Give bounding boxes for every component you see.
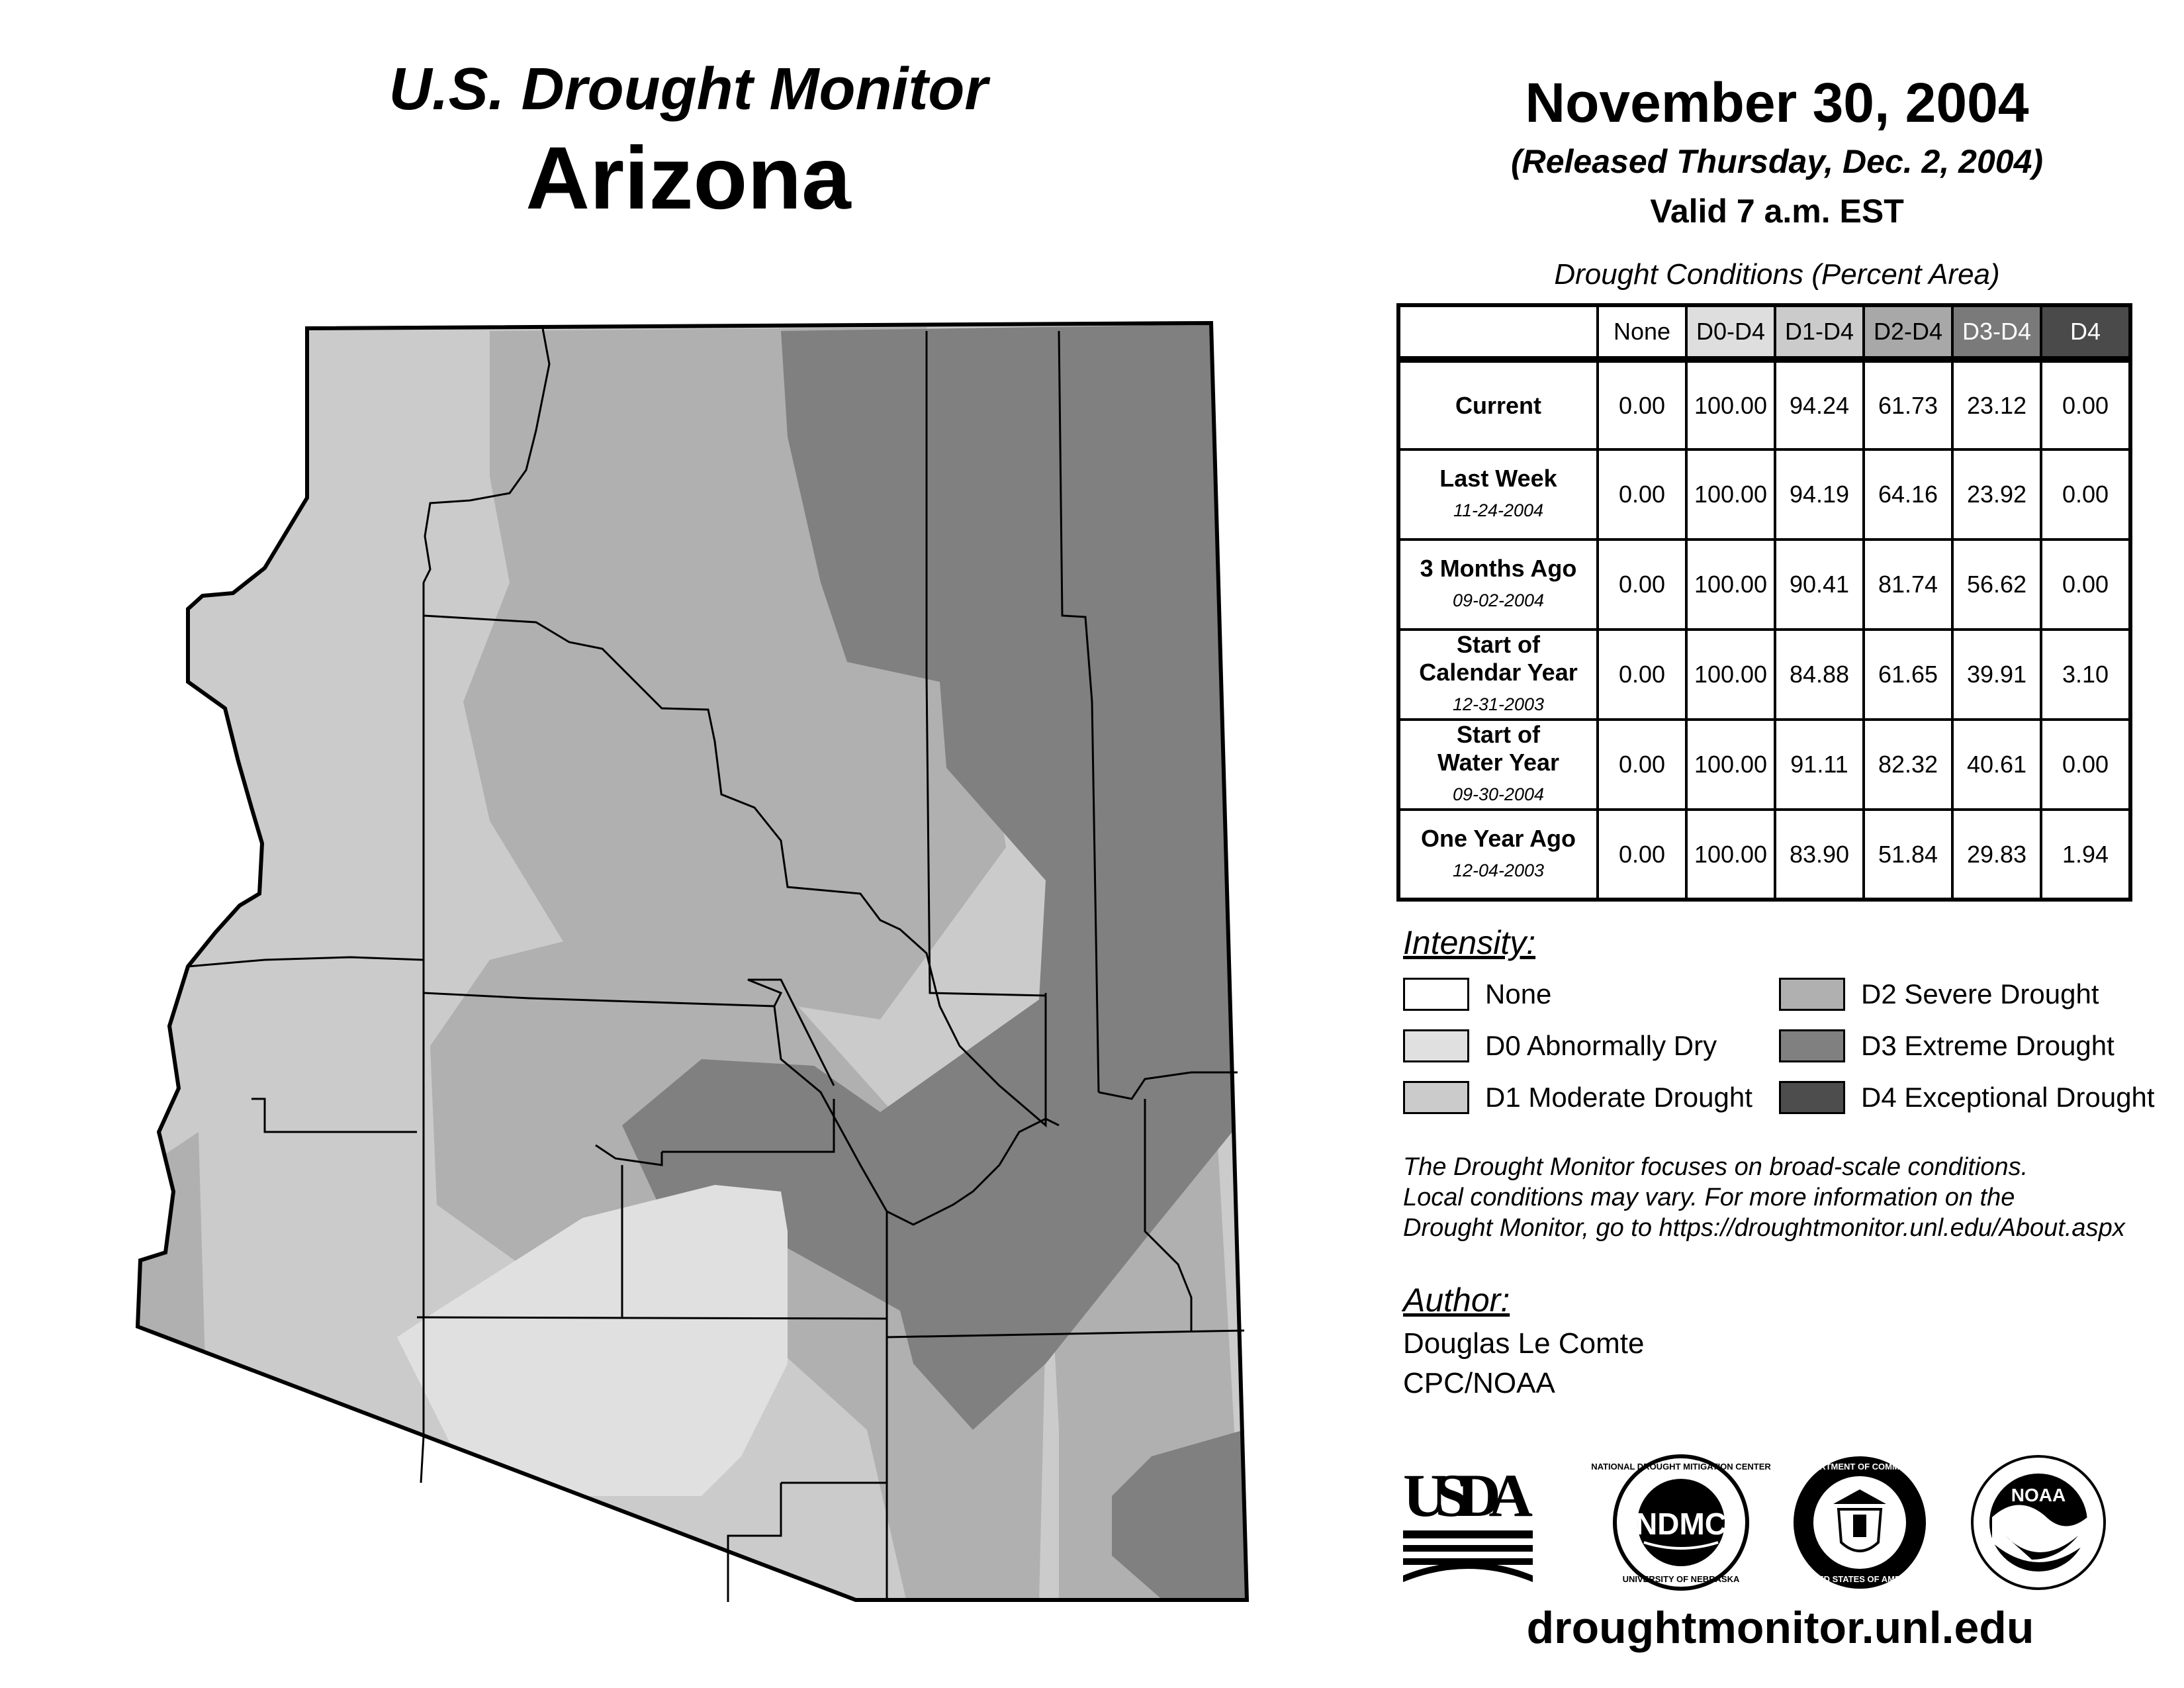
table-cell: 0.00 [1598,449,1686,539]
table-caption: Drought Conditions (Percent Area) [1554,258,2000,291]
ndmc-logo [1591,1456,1771,1589]
row-date: 11-24-2004 [1453,500,1544,520]
table-cell: 0.00 [2041,720,2130,810]
table-cell: 23.12 [1952,359,2041,449]
table-row [1398,449,2130,539]
table-cell: 29.83 [1952,810,2041,900]
table-cell: 61.65 [1864,630,1952,720]
legend-label: D1 Moderate Drought [1485,1082,1752,1113]
commerce-seal-top: DEPARTMENT OF COMMERCE [1796,1462,1923,1472]
legend-item-none [1403,976,1551,1012]
disclaimer-line: The Drought Monitor focuses on broad-scale conditions. [1403,1153,2028,1181]
table-cell: 83.90 [1775,810,1864,900]
table-row [1398,539,2130,630]
table-cell: 23.92 [1952,449,2041,539]
column-header: None [1598,305,1686,359]
map-subtitle: U.S. Drought Monitor [388,56,988,122]
ndmc-logo-top: NATIONAL DROUGHT MITIGATION CENTER [1591,1462,1771,1472]
table-cell: 1.94 [2041,810,2130,900]
table-cell: 90.41 [1775,539,1864,630]
table-row [1398,720,2130,810]
table-body [1398,359,2130,900]
row-label-text: 3 Months Ago [1420,555,1577,582]
author-name: Douglas Le Comte [1403,1327,1645,1360]
usda-logo-text: USDA [1403,1462,1533,1529]
column-header: D2-D4 [1864,305,1952,359]
disclaimer [1403,1152,2164,1243]
table-cell: 84.88 [1775,630,1864,720]
commerce-seal-bottom: UNITED STATES OF AMERICA [1797,1574,1922,1584]
table-cell: 100.00 [1686,810,1775,900]
legend-item-d1 [1403,1080,1752,1115]
row-date: 09-02-2004 [1452,590,1545,610]
column-header: D1-D4 [1775,305,1864,359]
map-date: November 30, 2004 [1525,71,2029,134]
legend-swatch [1403,1029,1469,1062]
table-row [1398,630,2130,720]
table-cell: 100.00 [1686,539,1775,630]
ndmc-logo-text: NDMC [1635,1507,1727,1541]
row-label [1398,720,1598,810]
legend-label: D3 Extreme Drought [1861,1030,2115,1061]
row-label [1398,810,1598,900]
row-date: 12-31-2003 [1452,694,1545,714]
legend-item-d0 [1403,1028,1717,1064]
table-row [1398,810,2130,900]
table-row [1398,359,2130,449]
disclaimer-line: Local conditions may vary. For more information on the [1403,1184,2015,1211]
legend-item-d4 [1779,1080,2155,1115]
row-label-text: One Year Ago [1420,824,1576,852]
author-title: Author: [1403,1282,1510,1319]
table-cell: 100.00 [1686,720,1775,810]
legend-swatch [1403,978,1469,1011]
row-label-text: Last Week [1439,465,1557,492]
commerce-seal [1794,1456,1926,1589]
table-cell: 3.10 [2041,630,2130,720]
column-header: D0-D4 [1686,305,1775,359]
table-cell: 0.00 [1598,810,1686,900]
agency-logos [1396,1443,2164,1602]
noaa-logo [1972,1456,2105,1589]
table-cell: 94.24 [1775,359,1864,449]
table-cell: 0.00 [1598,359,1686,449]
website-url: droughtmonitor.unl.edu [1526,1603,2034,1653]
legend-item-d2 [1779,976,2099,1012]
table-cell: 91.11 [1775,720,1864,810]
row-label [1398,359,1598,449]
row-label [1398,539,1598,630]
table-cell: 40.61 [1952,720,2041,810]
legend-item-d3 [1779,1028,2115,1064]
table-cell: 39.91 [1952,630,2041,720]
row-label [1398,630,1598,720]
row-label-text: Start of Calendar Year [1419,631,1578,686]
table-cell: 61.73 [1864,359,1952,449]
map-header [278,53,1099,232]
column-header: D3-D4 [1952,305,2041,359]
author-org: CPC/NOAA [1403,1367,1555,1399]
legend-label: None [1485,978,1552,1009]
table-cell: 0.00 [2041,539,2130,630]
table-header-row [1398,305,2130,359]
table-cell: 56.62 [1952,539,2041,630]
table-cell: 0.00 [1598,539,1686,630]
table-cell: 94.19 [1775,449,1864,539]
row-label-text: Current [1455,391,1541,419]
table-cell: 0.00 [1598,720,1686,810]
row-label [1398,449,1598,539]
usda-logo [1403,1462,1533,1582]
table-corner [1398,305,1598,359]
table-cell: 64.16 [1864,449,1952,539]
disclaimer-line: Drought Monitor, go to https://droughtmonitor.unl.edu/About.aspx [1403,1214,2125,1242]
noaa-logo-text: NOAA [2011,1485,2066,1505]
legend-label: D2 Severe Drought [1861,978,2099,1009]
drought-statistics-table [1396,303,2132,902]
state-title: Arizona [525,129,851,228]
row-date: 09-30-2004 [1452,784,1545,804]
table-cell: 100.00 [1686,630,1775,720]
ndmc-logo-bottom: UNIVERSITY OF NEBRASKA [1622,1574,1740,1584]
table-cell: 100.00 [1686,449,1775,539]
table-cell: 0.00 [2041,449,2130,539]
table-cell: 82.32 [1864,720,1952,810]
date-header [1403,66,2151,238]
legend-title: Intensity: [1403,924,1536,961]
table-cell: 100.00 [1686,359,1775,449]
table-cell: 81.74 [1864,539,1952,630]
release-date: (Released Thursday, Dec. 2, 2004) [1510,143,2044,180]
valid-time: Valid 7 a.m. EST [1650,193,1904,230]
legend-label: D4 Exceptional Drought [1861,1082,2155,1113]
legend-swatch [1779,978,1845,1011]
row-label-text: Start of Water Year [1437,721,1560,776]
legend-label: D0 Abnormally Dry [1485,1030,1717,1061]
table-cell: 0.00 [1598,630,1686,720]
legend-swatch [1779,1081,1845,1114]
table-cell: 51.84 [1864,810,1952,900]
arizona-drought-map [119,305,1284,1615]
legend-swatch [1403,1081,1469,1114]
legend-swatch [1779,1029,1845,1062]
column-header: D4 [2041,305,2130,359]
row-date: 12-04-2003 [1452,860,1545,880]
table-cell: 0.00 [2041,359,2130,449]
